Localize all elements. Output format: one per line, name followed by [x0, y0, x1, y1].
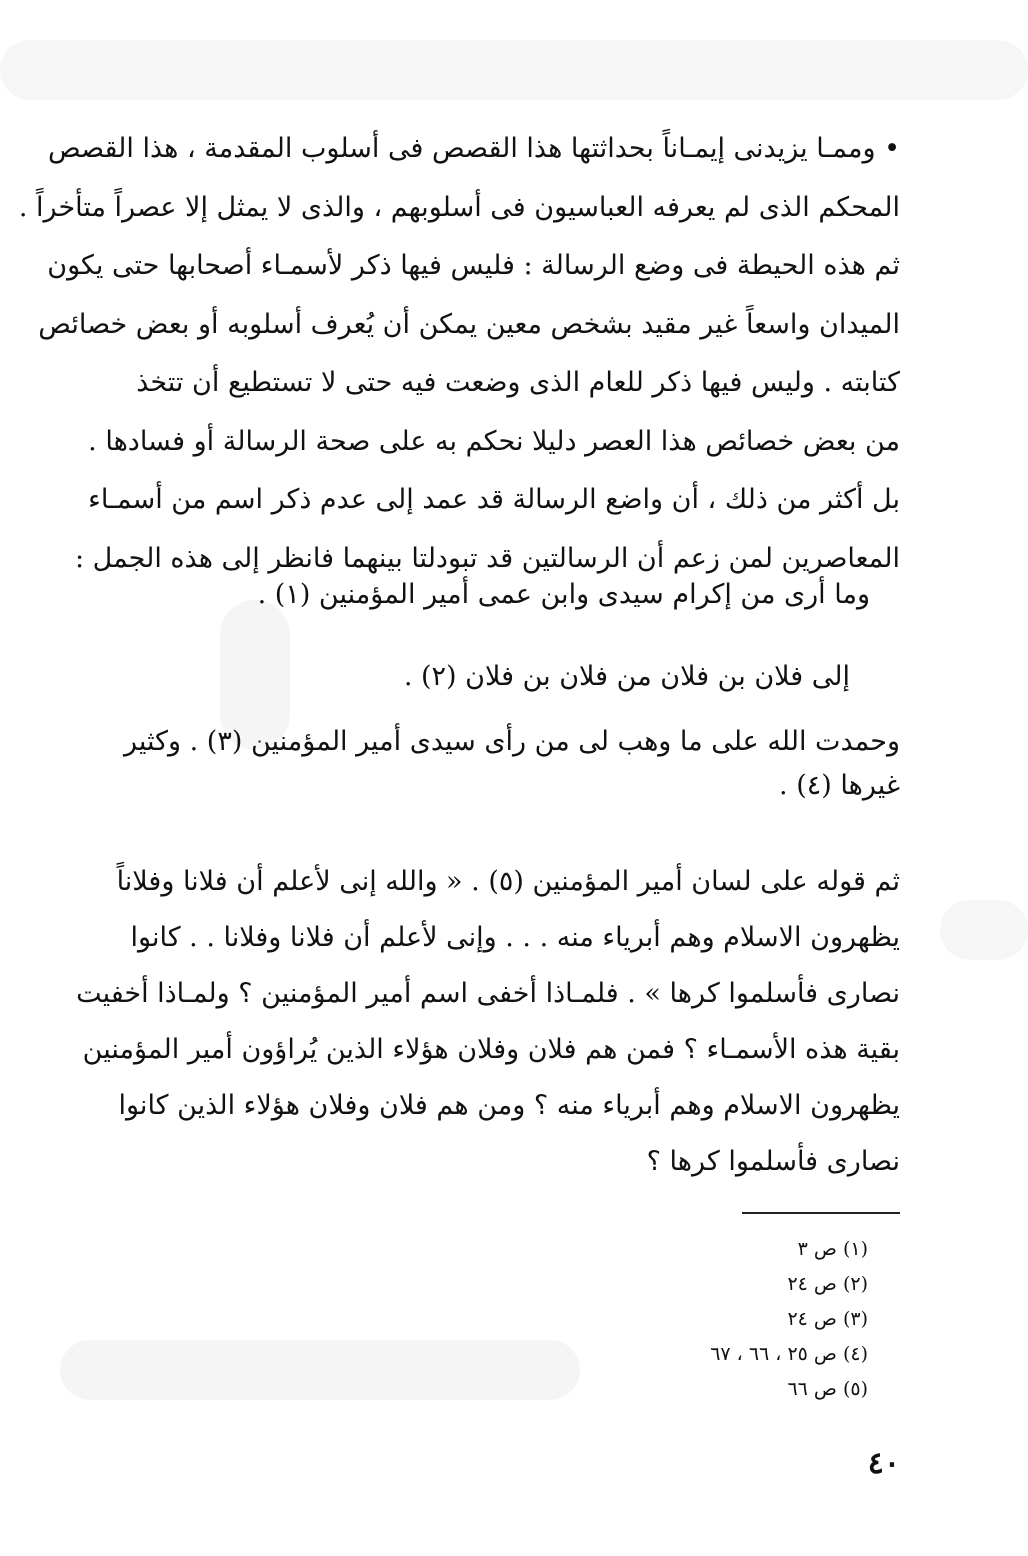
text-line: بقية هذه الأسمـاء ؟ فمن هم فلان وفلان هؤلاء الذين يُراؤون أمير المؤمنين: [82, 1034, 900, 1065]
body-paragraph: [18, 120, 900, 588]
quoted-sentence-2: إلى فلان بن فلان من فلان بن فلان (٢) .: [403, 661, 850, 692]
text-line: نصارى فأسلموا كرها ؟: [646, 1146, 900, 1177]
footnote: (٥) ص ٦٦: [787, 1378, 868, 1400]
page-number: ٤٠: [867, 1446, 900, 1481]
quoted-sentence-3: [123, 720, 900, 808]
footnote: (١) ص ٣: [797, 1238, 868, 1260]
footnote: (٣) ص ٢٤: [787, 1308, 868, 1330]
scan-smudge: [940, 900, 1028, 960]
scan-smudge: [0, 40, 1028, 100]
text-line: نصارى فأسلموا كرها » . فلمـاذا أخفى اسم أمير المؤمنين ؟ ولمـاذا أخفيت: [76, 978, 900, 1009]
text-line: المعاصرين لمن زعم أن الرسالتين قد تبودلتا بينهما فانظر إلى هذه الجمل :: [74, 542, 900, 574]
scan-smudge: [60, 1340, 580, 1400]
text-line: غيرها (٤) .: [779, 770, 900, 801]
text-line: بل أكثر من ذلك ، أن واضع الرسالة قد عمد إلى عدم ذكر اسم من أسمـاء: [88, 484, 900, 515]
text-line: يظهرون الاسلام وهم أبرياء منه . . . وإنى لأعلم أن فلانا وفلانا . . كانوا: [130, 922, 900, 953]
page-content: [18, 120, 900, 1177]
second-paragraph: [76, 854, 900, 1190]
text-line: وحمدت الله على ما وهب لى من رأى سيدى أمير المؤمنين (٣) . وكثير: [123, 726, 900, 757]
text-line: كتابته . وليس فيها ذكر للعام الذى وضعت فيه حتى لا تستطيع أن تتخذ: [136, 367, 900, 398]
quoted-sentence-1: وما أرى من إكرام سيدى وابن عمى أمير المؤمنين (١) .: [257, 579, 870, 610]
footnotes: [588, 1232, 868, 1407]
footnote-divider: [742, 1212, 900, 1214]
text-line: الميدان واسعاً غير مقيد بشخص معين يمكن أن يُعرف أسلوبه أو بعض خصائص: [38, 308, 900, 340]
text-line: • وممـا يزيدنى إيمـاناً بحداثتها هذا القصص فى أسلوب المقدمة ، هذا القصص: [48, 133, 900, 164]
footnote: (٢) ص ٢٤: [787, 1273, 868, 1295]
text-line: المحكم الذى لم يعرفه العباسيون فى أسلوبهم ، والذى لا يمثل إلا عصراً متأخراً .: [18, 191, 900, 223]
footnote: (٤) ص ٢٥ ، ٦٦ ، ٦٧: [710, 1343, 868, 1365]
text-line: ثم هذه الحيطة فى وضع الرسالة : فليس فيها ذكر لأسمـاء أصحابها حتى يكون: [47, 250, 900, 281]
text-line: يظهرون الاسلام وهم أبرياء منه ؟ ومن هم فلان وفلان هؤلاء الذين كانوا: [118, 1090, 900, 1121]
text-line: ثم قوله على لسان أمير المؤمنين (٥) . « والله إنى لأعلم أن فلانا وفلاناً: [116, 866, 900, 897]
text-line: من بعض خصائص هذا العصر دليلا نحكم به على صحة الرسالة أو فسادها .: [88, 425, 900, 457]
